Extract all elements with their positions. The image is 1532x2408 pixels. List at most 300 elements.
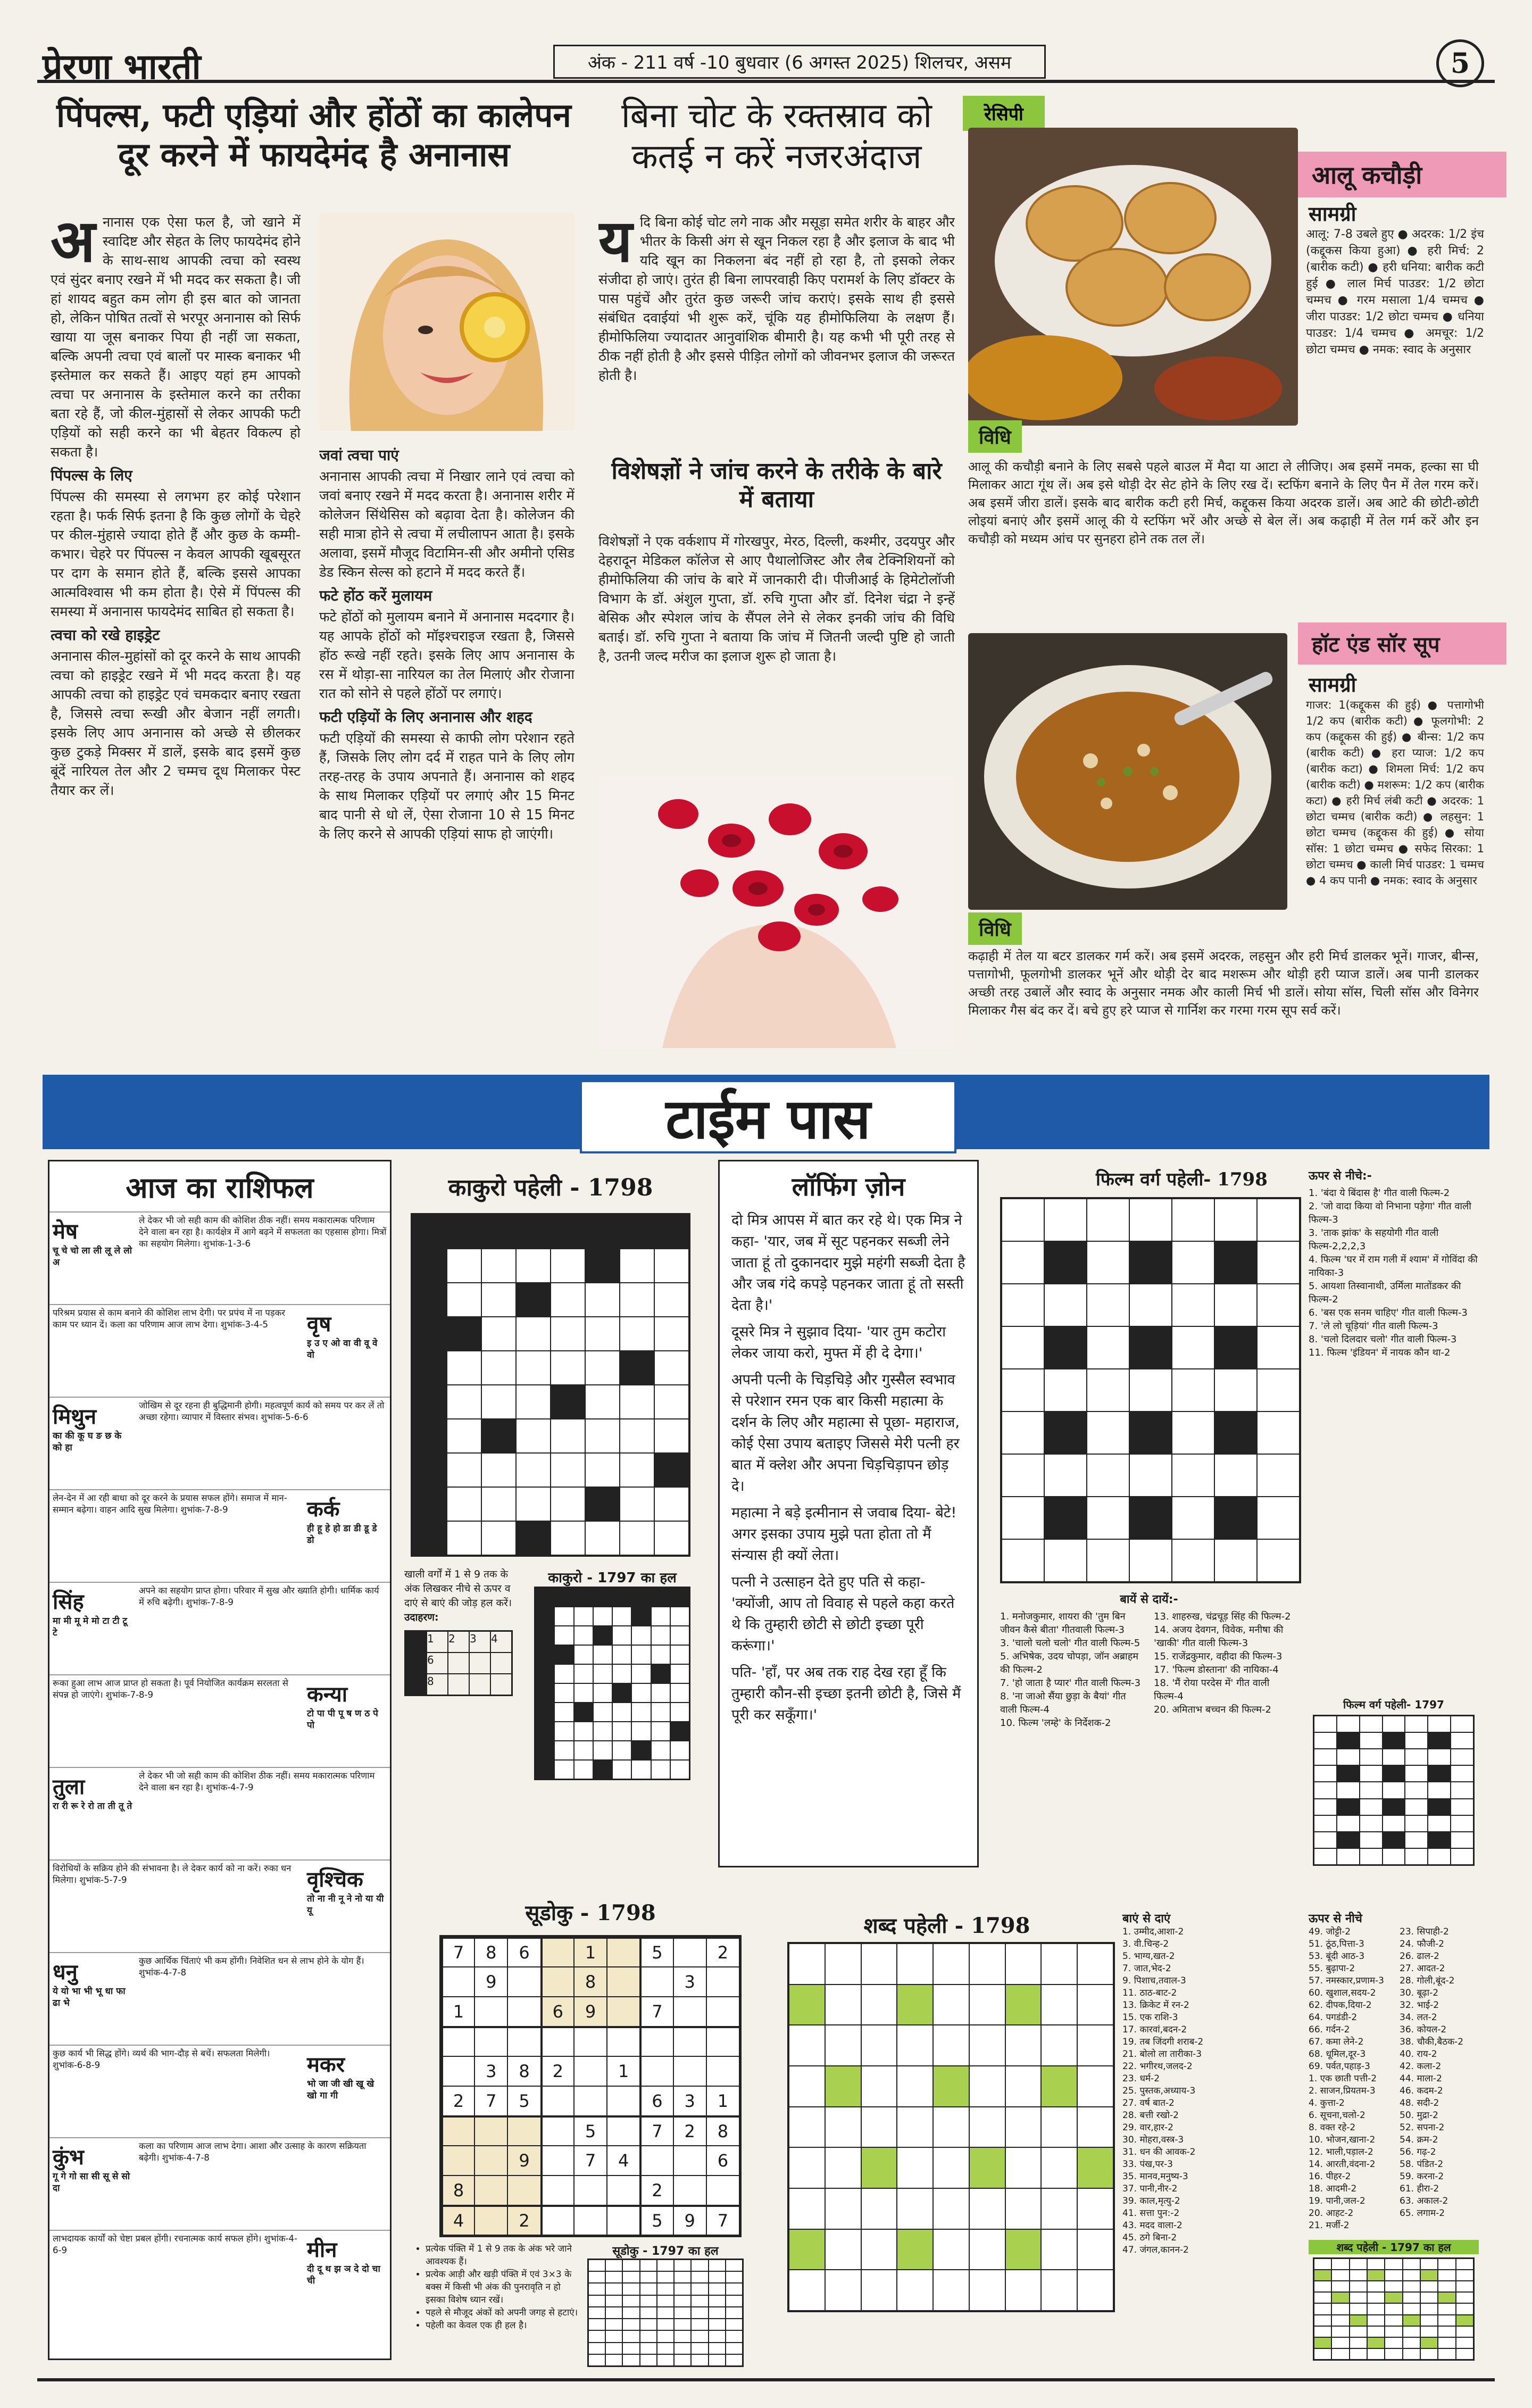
film-crossword-grid — [1000, 1197, 1301, 1583]
word-down-clue: 52. सपना-2 — [1400, 2122, 1445, 2133]
word-cell — [1005, 2147, 1042, 2188]
kakuro-solution-cell — [670, 1664, 689, 1683]
zodiac-text: ले देकर भी जो सही काम की कोशिश ठीक नहीं। समय मकारात्मक परिणाम देने वाला बन रहा है। कार्यक्षेत्र में आगे बढ़ने में सफलता का एहसास होगा। मित्रों का सहयोग मिलेगा। शुभांक-1-3-6 — [139, 1215, 387, 1249]
kakuro-cell — [412, 1351, 447, 1385]
word-across-clue: 23. धर्म-2 — [1122, 2073, 1160, 2084]
kakuro-cell — [481, 1283, 516, 1317]
kakuro-cell — [412, 1521, 447, 1555]
word-solution-cell — [1456, 2337, 1473, 2348]
sudoku-solution-cell — [605, 2271, 622, 2283]
film-solution-cell — [1428, 1799, 1451, 1815]
sudoku-cell: 8 — [507, 2056, 540, 2086]
sudoku-solution-cell — [709, 2295, 726, 2307]
sudoku-solution-cell — [674, 2354, 691, 2366]
zodiac-name: कन्या — [307, 1682, 348, 1707]
kakuro-cell — [447, 1249, 481, 1283]
sudoku-solution-cell — [709, 2319, 726, 2330]
kakuro-solution-cell — [554, 1722, 573, 1741]
film-cell — [1172, 1284, 1214, 1326]
word-solution-cell — [1350, 2303, 1367, 2314]
word-down-clue: 40. राय-2 — [1400, 2049, 1437, 2060]
sudoku-solution-cell — [657, 2343, 674, 2354]
word-solution-cell — [1367, 2281, 1385, 2292]
sudoku-cell: 2 — [507, 2205, 540, 2235]
zodiac-sign — [304, 1305, 390, 1397]
sudoku-cell — [673, 1997, 706, 2027]
word-solution-cell — [1385, 2315, 1402, 2326]
word-cell — [1041, 2107, 1077, 2148]
zodiac-name: वृष — [307, 1312, 331, 1336]
sudoku-solution-cell — [588, 2330, 605, 2342]
word-solution-cell — [1420, 2303, 1438, 2314]
word-solution-cell — [1331, 2337, 1349, 2348]
kakuro-solution-cell — [651, 1683, 670, 1703]
word-puzzle-title: शब्द पहेली - 1798 — [863, 1913, 1030, 1938]
film-cell — [1044, 1497, 1087, 1539]
zodiac-letters: मा मी मू मे मो टा टी टू टे — [53, 1616, 127, 1638]
kakuro-cell — [585, 1283, 620, 1317]
kakuro-solution-cell — [651, 1760, 670, 1779]
film-down-list — [1309, 1186, 1479, 1359]
kakuro-cell — [620, 1453, 654, 1487]
word-down-clue: 61. हीरा-2 — [1400, 2183, 1439, 2194]
word-cell — [1041, 2147, 1077, 2188]
sudoku-solution-cell — [588, 2354, 605, 2366]
subhead: पिंपल्स के लिए — [51, 467, 132, 484]
sudoku-solution-cell — [622, 2330, 639, 2342]
sudoku-solution-cell — [726, 2343, 743, 2354]
sudoku-cell: 1 — [706, 2086, 739, 2116]
sudoku-cell — [673, 2027, 706, 2056]
film-crossword-title: फिल्म वर्ग पहेली- 1798 — [1096, 1169, 1268, 1190]
word-solution-cell — [1420, 2337, 1438, 2348]
film-cell — [1172, 1411, 1214, 1454]
film-solution-cell — [1405, 1716, 1428, 1732]
kakuro-cell — [620, 1317, 654, 1351]
word-down-clue: 24. फौजी-2 — [1400, 1939, 1444, 1949]
sudoku-solution-cell — [657, 2354, 674, 2366]
word-solution-cell — [1420, 2292, 1438, 2303]
word-solution-cell — [1438, 2326, 1455, 2337]
word-solution-cell — [1350, 2326, 1367, 2337]
sudoku-cell: 7 — [574, 2146, 607, 2175]
sudoku-cell — [474, 2146, 507, 2175]
film-cell — [1044, 1241, 1087, 1284]
word-cell — [969, 2066, 1005, 2107]
kakuro-solution-cell — [651, 1626, 670, 1645]
zodiac-name: वृश्चिक — [307, 1867, 363, 1892]
word-solution-cell — [1350, 2315, 1367, 2326]
film-across-clue: 8. 'ना जाओ सैंया छुड़ा के बैयां' गीत वाली फिल्म-4 — [1000, 1691, 1126, 1715]
word-cell — [861, 1984, 897, 2025]
zodiac-letters: ये यो भा भी भू धा फा ढा भे — [53, 1986, 126, 2008]
word-solution-cell — [1314, 2326, 1331, 2337]
recipe-tab: रेसिपी — [963, 96, 1045, 131]
kakuro-solution-cell — [535, 1607, 554, 1626]
article-column-left — [51, 213, 301, 1048]
film-cell — [1087, 1326, 1129, 1369]
film-solution-cell — [1405, 1815, 1428, 1832]
film-solution-cell — [1428, 1832, 1451, 1848]
sudoku-cell — [442, 2056, 474, 2086]
word-cell — [861, 2229, 897, 2270]
zodiac-sign — [49, 1953, 136, 2045]
film-down-clue: 7. 'ले लो चूड़ियां' गीत वाली फिल्म-3 — [1309, 1321, 1438, 1332]
film-cell — [1087, 1241, 1129, 1284]
sudoku-cell — [474, 2205, 507, 2235]
word-across-clue: 15. एक राशि-3 — [1122, 2012, 1178, 2023]
article-column-right — [319, 442, 574, 1048]
sudoku-cell — [706, 2027, 739, 2056]
word-solution-cell — [1403, 2281, 1420, 2292]
film-cell — [1129, 1241, 1172, 1284]
sudoku-solution-cell — [622, 2343, 639, 2354]
kakuro-cell — [551, 1419, 585, 1453]
film-cell — [1129, 1369, 1172, 1411]
word-solution-cell — [1350, 2348, 1367, 2360]
film-cell — [1172, 1539, 1214, 1582]
kakuro-cell — [447, 1351, 481, 1385]
issue-line: अंक - 211 वर्ष -10 बुधवार (6 अगस्त 2025) शिलचर, असम — [553, 45, 1046, 79]
sudoku-solution-cell — [691, 2354, 708, 2366]
film-cell — [1002, 1369, 1044, 1411]
sudoku-grid — [439, 1935, 742, 2237]
film-across-clue: 7. 'हो जाता है प्यार' गीत वाली फिल्म-3 — [1000, 1678, 1141, 1689]
rashifal-box — [48, 1160, 392, 2360]
film-cell — [1172, 1199, 1214, 1241]
film-solution-cell — [1337, 1716, 1360, 1732]
film-cell — [1002, 1497, 1044, 1539]
sudoku-notes — [415, 2243, 580, 2367]
word-down-clue: 54. क्रम-2 — [1400, 2135, 1438, 2145]
word-cell — [1005, 2107, 1042, 2148]
word-cell — [897, 2147, 933, 2188]
article2-body2 — [598, 532, 955, 766]
kakuro-cell — [620, 1385, 654, 1419]
kakuro-solution-cell — [593, 1588, 612, 1607]
kakuro-cell — [551, 1283, 585, 1317]
zodiac-row — [49, 1489, 390, 1582]
word-down-clue: 2. साजन,प्रियतम-3 — [1309, 2086, 1376, 2096]
film-cell — [1044, 1284, 1087, 1326]
sudoku-cell: 7 — [640, 1997, 673, 2027]
word-down-clue: 58. पंडित-2 — [1400, 2159, 1444, 2170]
word-across-clue: 45. ठगे बिना-2 — [1122, 2232, 1177, 2243]
film-across-clues — [1000, 1591, 1298, 1730]
film-solution-cell — [1405, 1749, 1428, 1765]
film-cell — [1257, 1454, 1300, 1497]
kakuro-grid — [411, 1213, 690, 1557]
film-down-label: ऊपर से नीचे:- — [1309, 1169, 1372, 1183]
kakuro-solution-cell — [631, 1683, 651, 1703]
word-across-clue: 31. धन की आवक-2 — [1122, 2147, 1196, 2157]
word-cell — [969, 1944, 1005, 1984]
joke-paragraph: पति- 'हाँ, पर अब तक राह देख रहा हूँ कि तुम्हारी कौन-सी इच्छा इतनी छोटी है, जिसे मैं पूरी कर सकूँगा।' — [731, 1664, 961, 1723]
sudoku-solution-cell — [726, 2307, 743, 2319]
film-solution-cell — [1337, 1815, 1360, 1832]
film-cell — [1044, 1539, 1087, 1582]
sudoku-cell: 5 — [640, 2205, 673, 2235]
word-cell — [1077, 1944, 1113, 1984]
word-solution-cell — [1438, 2270, 1455, 2281]
article-pineapple — [43, 96, 585, 175]
sudoku-solution-cell — [726, 2295, 743, 2307]
kakuro-solution-cell — [535, 1664, 554, 1683]
word-down-clue: 46. कदम-2 — [1400, 2086, 1443, 2096]
film-cell — [1257, 1199, 1300, 1241]
film-solution-cell — [1428, 1732, 1451, 1749]
kakuro-cell — [412, 1385, 447, 1419]
sudoku-cell — [640, 2056, 673, 2086]
word-down-clue: 68. धूमिल,दूर-3 — [1309, 2049, 1366, 2060]
zodiac-letters: ही हू हे हो डा डी डू डे डो — [307, 1523, 377, 1546]
sudoku-cell: 7 — [442, 1937, 474, 1967]
kakuro-section — [404, 1160, 697, 1830]
kakuro-cell — [412, 1487, 447, 1521]
kakuro-cell — [585, 1215, 620, 1249]
recipe1-method-label: विधि — [968, 420, 1022, 453]
sudoku-solution-cell — [640, 2330, 657, 2342]
sudoku-cell: 4 — [607, 2146, 640, 2175]
kakuro-cell — [585, 1521, 620, 1555]
film-across-clue: 3. 'चालो चलो चलो' गीत वाली फिल्म-5 — [1000, 1638, 1140, 1649]
zodiac-row — [49, 1859, 390, 1952]
film-cell — [1172, 1454, 1214, 1497]
zodiac-text: विरोधियों के सक्रिय होने की संभावना है। ले देकर कार्य को ना करें। रुका धन मिलेगा। शुभांक-5-7-9 — [53, 1863, 292, 1885]
kakuro-solution-cell — [554, 1626, 573, 1645]
word-down-clue: 65. लगाम-2 — [1400, 2208, 1445, 2219]
sudoku-solution-cell — [622, 2260, 639, 2271]
sudoku-cell: 9 — [507, 2146, 540, 2175]
word-down-clue: 26. ढाल-2 — [1400, 1951, 1439, 1962]
word-solution-cell — [1367, 2348, 1385, 2360]
film-cell — [1214, 1199, 1257, 1241]
kakuro-solution-cell — [612, 1645, 631, 1664]
word-solution-cell — [1385, 2258, 1402, 2270]
word-cell — [1005, 1984, 1042, 2025]
kakuro-cell — [585, 1487, 620, 1521]
kakuro-cell — [516, 1487, 551, 1521]
kakuro-solution-cell — [670, 1588, 689, 1607]
film-solution-cell — [1451, 1782, 1473, 1798]
word-across-clue: 35. मानव,मनुष्य-3 — [1122, 2171, 1188, 2182]
film-cell — [1172, 1241, 1214, 1284]
sudoku-cell: 5 — [640, 1937, 673, 1967]
kakuro-cell — [447, 1317, 481, 1351]
sudoku-solution-cell — [674, 2330, 691, 2342]
sudoku-cell — [541, 2116, 574, 2146]
film-down-clue: 11. फिल्म 'इंडियन' में नायक कौन था-2 — [1309, 1347, 1451, 1358]
sudoku-solution-cell — [709, 2330, 726, 2342]
sudoku-solution-cell — [605, 2307, 622, 2319]
film-cell — [1002, 1241, 1044, 1284]
word-down-clue: 4. कुत्ता-2 — [1309, 2098, 1345, 2108]
word-cell — [969, 2229, 1005, 2270]
kakuro-cell — [516, 1521, 551, 1555]
kakuro-solution-cell — [651, 1664, 670, 1683]
subhead: जवां त्वचा पाएं — [319, 446, 399, 464]
sudoku-cell: 8 — [474, 1937, 507, 1967]
film-down-clue: 6. 'बस एक सनम चाहिए' गीत वाली फिल्म-3 — [1309, 1307, 1468, 1318]
film-across-list — [1000, 1610, 1298, 1730]
word-cell — [933, 2270, 969, 2311]
sudoku-section — [404, 1894, 777, 2362]
word-down-clue: 14. आरती,वंदना-2 — [1309, 2159, 1376, 2170]
word-cell — [969, 2107, 1005, 2148]
kakuro-cell — [585, 1419, 620, 1453]
sudoku-solution-cell — [657, 2283, 674, 2295]
word-solution-cell — [1367, 2326, 1385, 2337]
sudoku-cell — [507, 1967, 540, 1997]
word-cell — [1077, 2188, 1113, 2229]
sudoku-solution-cell — [640, 2319, 657, 2330]
page-number: 5 — [1436, 39, 1484, 87]
word-cell — [1041, 1984, 1077, 2025]
word-cell — [789, 2270, 825, 2311]
sudoku-solution-cell — [691, 2319, 708, 2330]
kakuro-cell — [654, 1419, 689, 1453]
kakuro-cell — [585, 1453, 620, 1487]
film-solution-cell — [1360, 1832, 1383, 1848]
word-down-clue: 38. चौकी,बैठक-2 — [1400, 2037, 1464, 2047]
kakuro-cell — [447, 1419, 481, 1453]
recipe2-ingredients-label: सामग्री — [1309, 672, 1356, 696]
sudoku-cell — [442, 2116, 474, 2146]
sudoku-cell: 4 — [442, 2205, 474, 2235]
word-cell — [789, 2188, 825, 2229]
word-across-clue: 27. वर्ष बात-2 — [1122, 2098, 1175, 2108]
rashifal-title: आज का राशिफल — [49, 1161, 390, 1211]
sudoku-solution-cell — [640, 2283, 657, 2295]
word-solution — [1309, 2240, 1479, 2364]
word-cell — [789, 1944, 825, 1984]
word-solution-cell — [1420, 2258, 1438, 2270]
word-cell — [825, 2188, 861, 2229]
zodiac-sign — [304, 2231, 390, 2322]
word-cell — [933, 2188, 969, 2229]
word-cell — [1041, 2270, 1077, 2311]
kakuro-solution-cell — [631, 1760, 651, 1779]
zodiac-text: कुछ आर्थिक चिंताएं भी कम होंगी। निवेशित धन से लाभ होने के योग हैं। शुभांक-4-7-8 — [139, 1956, 364, 1978]
kakuro-solution-cell — [631, 1741, 651, 1760]
film-cell — [1214, 1369, 1257, 1411]
sudoku-solution-cell — [691, 2307, 708, 2319]
word-solution-cell — [1420, 2281, 1438, 2292]
film-solution-cell — [1405, 1732, 1428, 1749]
article2-subhead-box — [601, 458, 952, 514]
word-solution-cell — [1403, 2303, 1420, 2314]
kakuro-cell — [516, 1385, 551, 1419]
bottom-rule — [37, 2378, 1495, 2381]
kakuro-solution-cell — [535, 1626, 554, 1645]
zodiac-text: अपने का सहयोग प्राप्त होगा। परिवार में सुख और ख्याति होगी। धार्मिक कार्य में रुचि बढ़ेगी। शुभांक-7-8-9 — [139, 1585, 379, 1607]
word-solution-cell — [1350, 2337, 1367, 2348]
kakuro-cell — [551, 1215, 585, 1249]
film-solution-cell — [1451, 1749, 1473, 1765]
kakuro-solution-cell — [574, 1741, 593, 1760]
sudoku-cell — [673, 2175, 706, 2205]
sudoku-cell — [474, 2175, 507, 2205]
sudoku-solution-cell — [640, 2343, 657, 2354]
word-down-clue: 10. भोजन,खाना-2 — [1309, 2135, 1376, 2145]
sudoku-solution-cell — [622, 2271, 639, 2283]
film-solution-cell — [1360, 1716, 1383, 1732]
zodiac-text: जोखिम से दूर रहना ही बुद्धिमानी होगी। महत्वपूर्ण कार्य को समय पर कर लें तो अच्छा रहेगा। व्यापार में विस्तार संभव। शुभांक-5-6-6 — [139, 1400, 385, 1422]
sudoku-cell — [607, 2175, 640, 2205]
joke-paragraphs — [731, 1210, 965, 1726]
word-solution-cell — [1438, 2315, 1455, 2326]
word-cell — [825, 2147, 861, 2188]
zodiac-name: धनु — [53, 1960, 78, 1984]
word-cell — [897, 2107, 933, 2148]
word-solution-cell — [1456, 2270, 1473, 2281]
word-solution-cell — [1403, 2258, 1420, 2270]
sudoku-cell — [541, 2027, 574, 2056]
zodiac-letters: दी दू थ झ ञ दे दो चा ची — [307, 2264, 380, 2286]
sudoku-solution-cell — [709, 2343, 726, 2354]
article-intro: नानास एक ऐसा फल है, जो खाने में स्वादिष्ट और सेहत के लिए फायदेमंद होने के साथ-साथ आपकी त्वचा को स्वस्थ एवं सुंदर बनाए रखने में भी मदद कर सकता है। जी हां शायद बहुत कम लोग ही इस बात को जानता हो, लेकिन पोषित तत्वों से भरपूर अनानास को सिर्फ खाया या जूस बनाकर पिया ही नहीं जा सकता, बल्कि अपनी त्वचा एवं बालों पर मास्क बनाकर भी इस्तेमाल कर सकते हैं। आइए यहां हम आपको त्वचा पर अनानास के इस्तेमाल करने का तरीका बता रहे हैं, जो कील-मुंहासों से लेकर आपकी फटी एड़ियों को सही करने का भी बेहतर विकल्प हो सकता है। — [51, 214, 301, 460]
word-across-clue: 22. भगीरथ,जलद-2 — [1122, 2061, 1193, 2072]
film-solution-cell — [1428, 1815, 1451, 1832]
kakuro-cell — [585, 1351, 620, 1385]
sudoku-solution-title: सूडोकु - 1797 का हल — [612, 2245, 719, 2258]
sudoku-cell — [507, 2116, 540, 2146]
kakuro-solution-cell — [612, 1607, 631, 1626]
kakuro-solution-cell — [631, 1607, 651, 1626]
film-solution-cell — [1383, 1782, 1405, 1798]
kakuro-solution-cell — [554, 1741, 573, 1760]
article-paragraph: फटी एड़ियों की समस्या से काफी लोग परेशान रहते हैं, जिसके लिए लोग दर्द में राहत पाने के लिए लोग तरह-तरह के उपाय अपनाते हैं। अनानास को शहद के साथ मिलाकर एड़ियों पर लगाएं और 15 मिनट बाद पानी से धो लें, ऐसा रोजाना 10 से 15 मिनट के लिए करने से आपकी एड़ियां साफ हो जाएंगी। — [319, 730, 574, 842]
word-cell — [897, 1984, 933, 2025]
word-cell — [1005, 2229, 1042, 2270]
word-cell — [1005, 2188, 1042, 2229]
film-solution-cell — [1314, 1749, 1337, 1765]
kakuro-solution-cell — [574, 1664, 593, 1683]
sudoku-cell: 1 — [574, 1937, 607, 1967]
sudoku-solution-cell — [657, 2319, 674, 2330]
film-across-clue: 20. अमिताभ बच्चन की फिल्म-2 — [1154, 1704, 1271, 1715]
word-cell — [933, 2107, 969, 2148]
zodiac-name: कर्क — [307, 1497, 340, 1522]
word-down-clue: 64. पगडंडी-2 — [1309, 2012, 1358, 2023]
film-down-clue: 2. 'जो वादा किया वो निभाना पड़ेगा' गीत वाली फिल्म-3 — [1309, 1201, 1471, 1225]
film-solution-cell — [1428, 1765, 1451, 1782]
word-solution-cell — [1350, 2270, 1367, 2281]
kakuro-cell — [412, 1249, 447, 1283]
recipe2-method-label: विधि — [968, 912, 1022, 945]
film-across-clue: 10. फिल्म 'लम्हे' के निर्देशक-2 — [1000, 1717, 1111, 1729]
kakuro-cell — [447, 1487, 481, 1521]
word-cell — [969, 2025, 1005, 2066]
sudoku-cell: 2 — [541, 2056, 574, 2086]
article-bleeding — [596, 96, 958, 178]
film-solution-cell — [1383, 1749, 1405, 1765]
word-cell — [933, 1984, 969, 2025]
article-paragraph: फटे होंठों को मुलायम बनाने में अनानास मददगार है। यह आपके होंठों को मॉइश्चराइज रखता है, जिससे होंठ रूखे नहीं रहते। इसके लिए आप अनानास के रस में थोड़ा-सा नारियल का तेल मिलाएं और रोजाना रात को सोने से पहले होंठों पर लगाएं। — [319, 609, 574, 702]
sudoku-cell — [574, 2086, 607, 2116]
film-cell — [1257, 1539, 1300, 1582]
word-across-clue: 33. पंख,पर-3 — [1122, 2159, 1173, 2170]
word-solution-cell — [1403, 2348, 1420, 2360]
film-solution-cell — [1405, 1799, 1428, 1815]
kakuro-solution-cell — [670, 1703, 689, 1722]
film-cell — [1214, 1539, 1257, 1582]
recipe2-title: हॉट एंड सॉर सूप — [1298, 622, 1506, 665]
word-solution-title: शब्द पहेली - 1797 का हल — [1309, 2240, 1479, 2254]
kakuro-cell — [620, 1419, 654, 1453]
recipe1-ingredients-label: सामग्री — [1309, 202, 1356, 226]
kakuro-solution-cell — [574, 1645, 593, 1664]
